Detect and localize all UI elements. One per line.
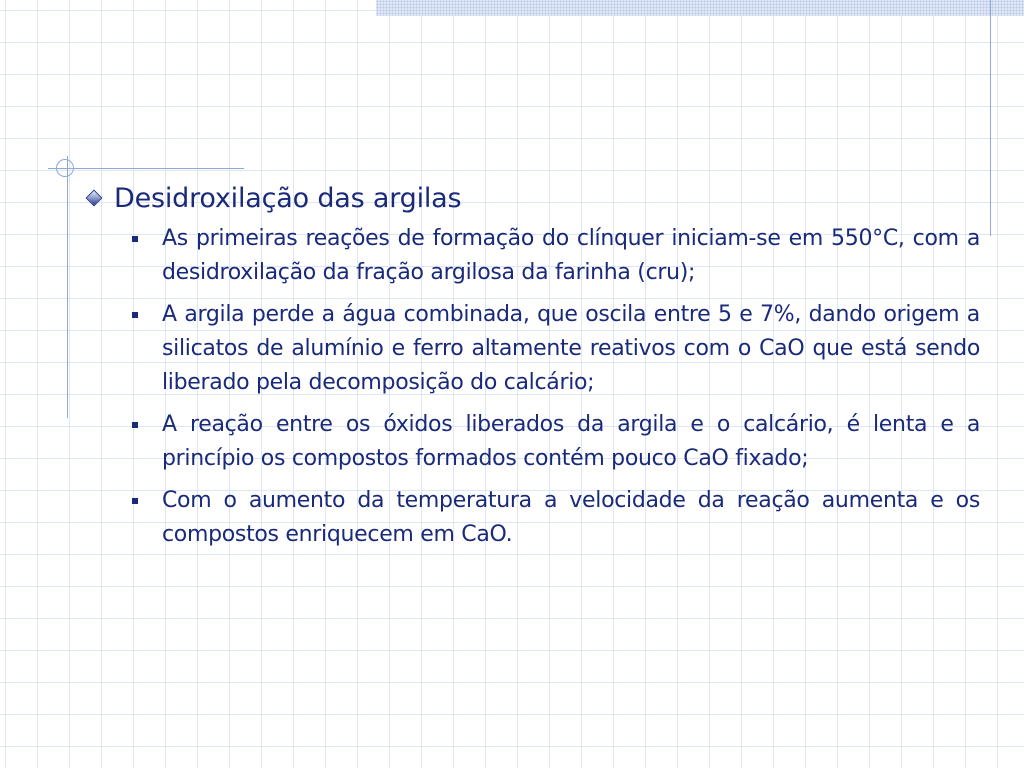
- decorative-horizontal-rule: [48, 168, 244, 169]
- bullet-text: Com o aumento da temperatura a velocidade da reação aumenta e os compostos enriquecem em CaO.: [162, 488, 980, 547]
- bullet-text: A reação entre os óxidos liberados da argila e o calcário, é lenta e a princípio os compostos formados contém pouco CaO fixado;: [162, 412, 980, 471]
- square-bullet-icon: [132, 312, 138, 318]
- square-bullet-icon: [132, 498, 138, 504]
- decorative-left-rule: [67, 156, 68, 418]
- list-item: [80, 298, 980, 400]
- bullet-text: A argila perde a água combinada, que oscila entre 5 e 7%, dando origem a silicatos de alumínio e ferro altamente reativos com o CaO que está sendo liberado pela decomposição do calcário;: [162, 302, 980, 395]
- square-bullet-icon: [132, 422, 138, 428]
- list-item: [80, 484, 980, 552]
- decorative-ring-icon: [56, 159, 74, 177]
- slide-heading: Desidroxilação das argilas: [114, 182, 462, 214]
- bullet-text: As primeiras reações de formação do clínquer iniciam-se em 550°C, com a desidroxilação da fração argilosa da farinha (cru);: [162, 226, 980, 285]
- list-item: [80, 222, 980, 290]
- list-item: [80, 408, 980, 476]
- diamond-bullet-icon: [86, 190, 103, 207]
- decorative-top-band: [376, 0, 1024, 16]
- heading-row: [80, 178, 980, 218]
- square-bullet-icon: [132, 236, 138, 242]
- slide-content: [80, 178, 980, 560]
- decorative-right-rule: [990, 0, 991, 236]
- bullet-list: [80, 222, 980, 552]
